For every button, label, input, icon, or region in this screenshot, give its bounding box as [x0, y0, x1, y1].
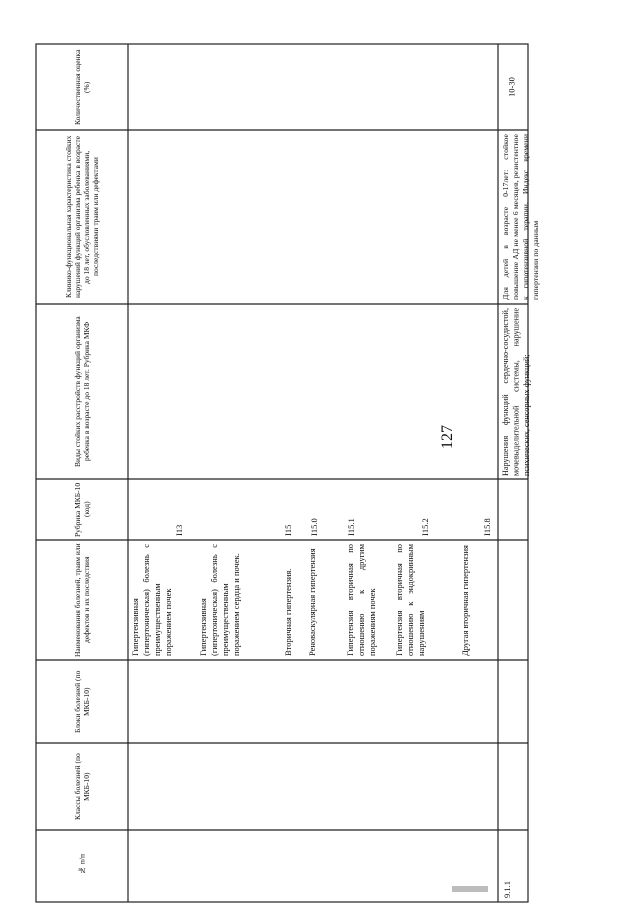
icd-code-i13: I13: [174, 524, 184, 536]
header-num-text: № п/п: [77, 854, 87, 876]
icd-code-i15-1: I15.1: [346, 518, 356, 536]
disease-name-i15-1: Гипертензия вторичная по отношению к другим поражениям почек: [345, 544, 377, 656]
disease-name-i13-renal: Гипертензивная (гипертоническая) болезнь с преимущественным поражением почек: [130, 544, 173, 656]
disease-name-i13-cardiac-renal: Гипертензивная (гипертоническая) болезнь с преимущественным поражением сердца и почек.: [198, 544, 241, 656]
row-911-quantitative-estimate: [503, 50, 521, 124]
row-911-function-types: Нарушения функций сердечно-сосудистой, мочевыделительной системы, нарушение психических, сенсорных функций;: [501, 308, 531, 476]
header-classes: [40, 745, 124, 828]
icd-code-i15-0: I15.0: [309, 518, 319, 536]
icd-code-i15-8: I15.8: [482, 518, 492, 536]
disease-name-i15-0: Реноваскулярная гипертензия: [307, 548, 317, 656]
header-num: [40, 832, 124, 898]
scan-edge-mark: [452, 886, 488, 892]
disease-name-i15: Вторичная гипертензия.: [283, 568, 293, 656]
header-classes-text: Классы болезней (по МКБ-10): [73, 753, 91, 820]
header-types-text: Виды стойких расстройств функций организма ребенка в возрасте до 18 лет. Рубрика МКФ: [73, 316, 91, 467]
row-911-clinical-characteristic: Для детей в возрасте 0-17лет: стойкое повышение АД не менее 6 месяцев, резистентное к гипотензивной терапии. Индекс времени гипертензии по данным: [501, 134, 540, 300]
disease-name-i15-8: Другая вторичная гипертензия: [460, 545, 470, 656]
header-quant: [40, 46, 124, 128]
header-names-text: Наименования болезней, травм или дефектов и их последствия: [73, 543, 91, 657]
header-types: [40, 306, 124, 477]
header-names: [40, 542, 124, 658]
header-quant-text: Количественная оценка (%): [73, 49, 91, 125]
header-blocks-text: Блоки болезней (по МКБ-10): [73, 670, 91, 733]
header-blocks: [40, 662, 124, 741]
disease-name-i15-2: Гипертензия вторичная по отношению к эндокринным нарушениям: [394, 544, 426, 656]
row-number-9-1-1: 9.1.1: [502, 881, 512, 898]
header-clinical: [40, 132, 124, 302]
row-911-quant-text: 10-30: [506, 77, 517, 97]
header-rubric: [40, 481, 124, 538]
header-rubric-text: Рубрика МКБ-10 (код): [73, 482, 91, 537]
icd-code-i15: I15: [283, 524, 293, 536]
header-clinical-text: Клинико-функциональная характеристика стойких нарушений функций организма ребенка в возрасте до 18 лет, обусловленных заболеваниями, последствиями травм или дефектами: [64, 135, 100, 299]
icd-code-i15-2: I15.2: [420, 518, 430, 536]
page-number: 127: [439, 425, 456, 449]
